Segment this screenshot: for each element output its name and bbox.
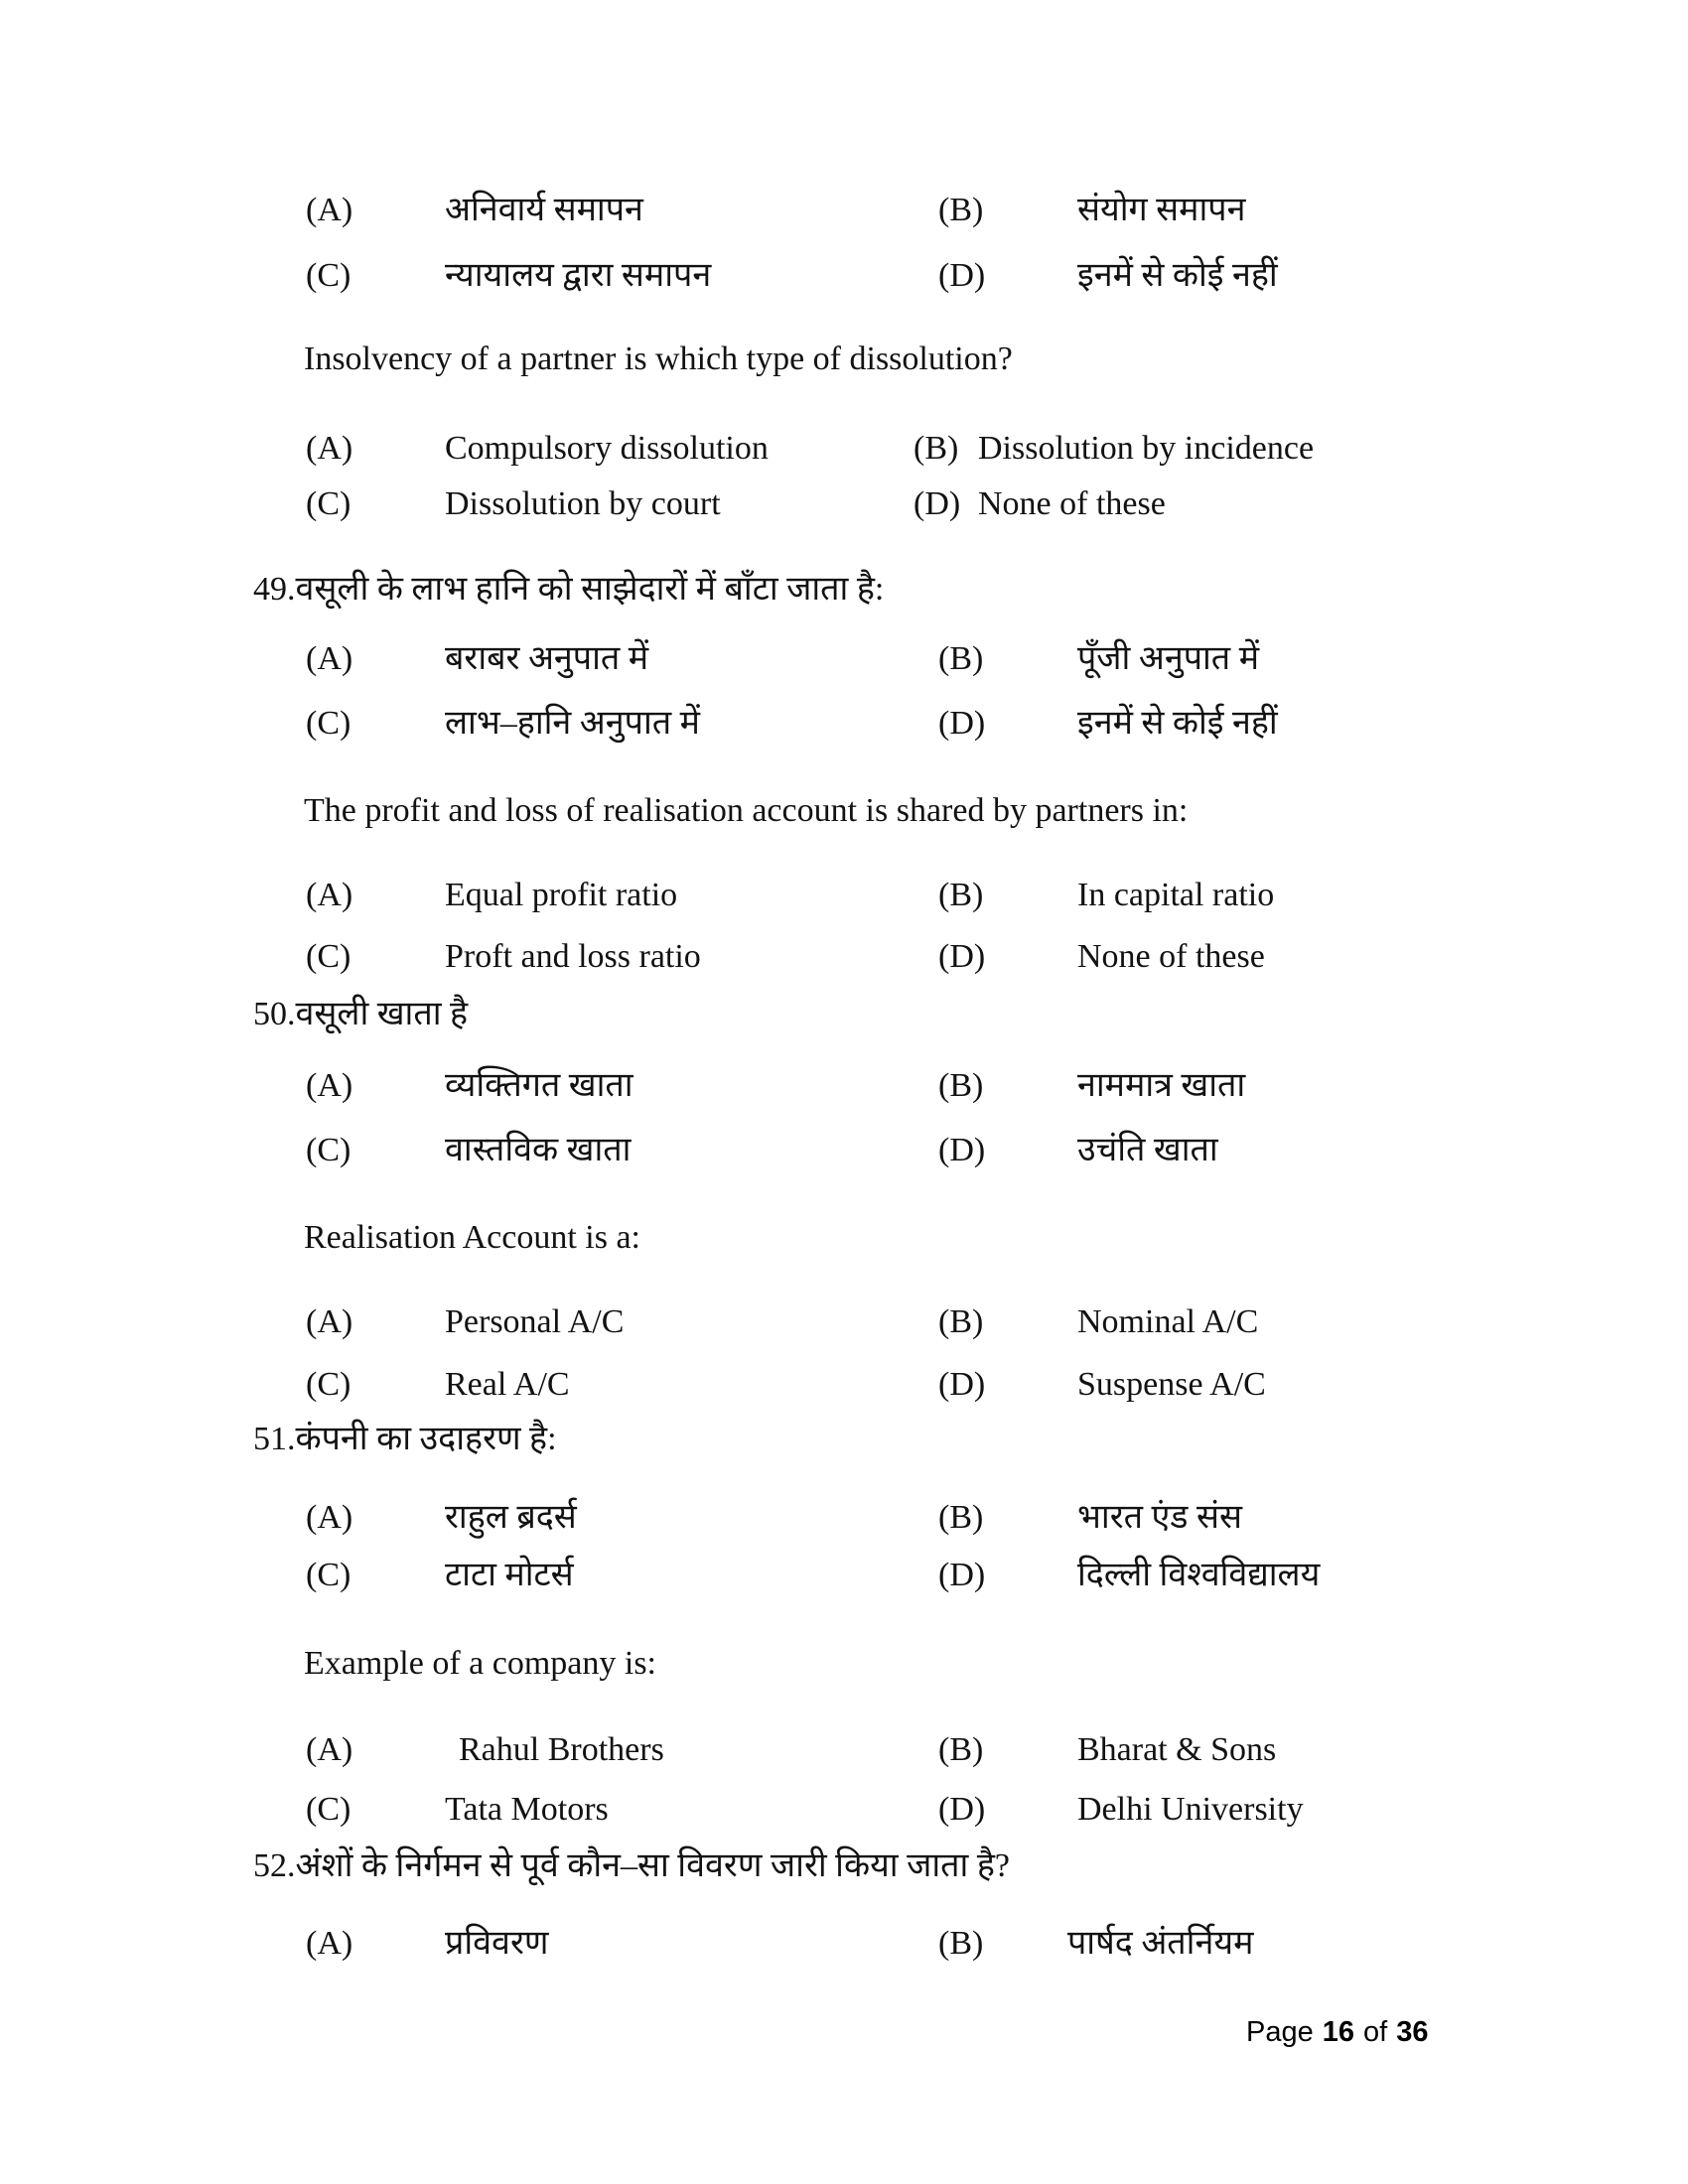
option-label-a: (A) (306, 877, 353, 913)
option-label-d: (D) (938, 1366, 986, 1403)
option-text-b: पूँजी अनुपात में (1077, 640, 1260, 677)
q51-english-question-row (0, 1642, 1688, 1688)
q50-english-options-row-2 (0, 1363, 1688, 1409)
option-text-b: Bharat & Sons (1077, 1731, 1277, 1768)
option-label-c: (C) (306, 485, 352, 522)
q52-hindi-question-row (0, 1844, 1688, 1890)
option-text-b: Dissolution by incidence (978, 430, 1315, 467)
option-text-a: प्रविवरण (445, 1925, 549, 1962)
option-label-b: (B) (914, 430, 959, 467)
option-text-b: पार्षद अंतर्नियम (1067, 1925, 1254, 1962)
q48-english-question-row (0, 338, 1688, 383)
option-label-b: (B) (938, 1303, 984, 1340)
footer-total-pages: 36 (1396, 2016, 1429, 2048)
option-text-d: इनमें से कोई नहीं (1077, 705, 1278, 742)
option-text-c: वास्तविक खाता (445, 1132, 632, 1168)
option-label-a: (A) (306, 1303, 353, 1340)
option-text-a: राहुल ब्रदर्स (445, 1499, 577, 1536)
option-text-d: None of these (1077, 938, 1265, 975)
q48-english-options-row-1 (0, 427, 1688, 473)
option-label-a: (A) (306, 192, 353, 228)
question-text-hindi: कंपनी का उदाहरण है: (295, 1421, 557, 1457)
footer-of-label: of (1363, 2016, 1388, 2048)
q51-hindi-options-row-1 (0, 1496, 1688, 1542)
q50-hindi-question-row (0, 993, 1688, 1038)
question-text-english: The profit and loss of realisation account is shared by partners in: (304, 792, 1189, 829)
option-text-d: दिल्ली विश्वविद्यालय (1077, 1557, 1321, 1593)
option-label-c: (C) (306, 705, 352, 742)
q49-hindi-question-row (0, 568, 1688, 614)
option-label-b: (B) (938, 1731, 984, 1768)
option-text-a: Personal A/C (445, 1303, 625, 1340)
q48-hindi-options-row-1 (0, 189, 1688, 234)
question-text-hindi: वसूली खाता है (295, 996, 469, 1032)
option-label-b: (B) (938, 877, 984, 913)
option-text-c: न्यायालय द्वारा समापन (445, 257, 712, 294)
option-label-b: (B) (938, 1067, 984, 1104)
q50-english-question-row (0, 1216, 1688, 1262)
q48-english-options-row-2 (0, 482, 1688, 528)
option-label-c: (C) (306, 938, 352, 975)
option-label-c: (C) (306, 1132, 352, 1168)
option-text-d: इनमें से कोई नहीं (1077, 257, 1278, 294)
option-label-d: (D) (938, 1791, 986, 1828)
option-text-a: Compulsory dissolution (445, 430, 769, 467)
option-label-a: (A) (306, 1731, 353, 1768)
option-text-c: Proft and loss ratio (445, 938, 701, 975)
footer-page-number: 16 (1322, 2016, 1354, 2048)
question-text-hindi: वसूली के लाभ हानि को साझेदारों में बाँटा जाता है: (295, 571, 885, 608)
option-text-a: बराबर अनुपात में (445, 640, 649, 677)
question-text-hindi: अंशों के निर्गमन से पूर्व कौन–सा विवरण जारी किया जाता है? (295, 1847, 1010, 1884)
q49-hindi-options-row-1 (0, 637, 1688, 683)
question-text-english: Insolvency of a partner is which type of dissolution? (304, 341, 1013, 377)
option-label-d: (D) (938, 705, 986, 742)
question-text-english: Realisation Account is a: (304, 1219, 640, 1256)
option-text-c: लाभ–हानि अनुपात में (445, 705, 700, 742)
option-text-c: टाटा मोटर्स (445, 1557, 574, 1593)
option-text-b: संयोग समापन (1077, 192, 1246, 228)
option-label-d: (D) (938, 1132, 986, 1168)
option-label-d: (D) (914, 485, 961, 522)
q51-hindi-options-row-2 (0, 1554, 1688, 1599)
q51-english-options-row-2 (0, 1788, 1688, 1834)
option-label-d: (D) (938, 1557, 986, 1593)
option-label-b: (B) (938, 1499, 984, 1536)
question-number: 52. (253, 1847, 296, 1884)
option-text-a: Rahul Brothers (459, 1731, 664, 1768)
option-text-b: In capital ratio (1077, 877, 1275, 913)
q50-hindi-options-row-1 (0, 1064, 1688, 1110)
option-label-d: (D) (938, 938, 986, 975)
option-label-a: (A) (306, 1925, 353, 1962)
question-51-hindi (253, 1418, 557, 1461)
q48-hindi-options-row-2 (0, 254, 1688, 300)
option-label-c: (C) (306, 257, 352, 294)
option-text-c: Dissolution by court (445, 485, 721, 522)
q50-hindi-options-row-2 (0, 1129, 1688, 1174)
option-text-b: भारत एंड संस (1077, 1499, 1242, 1536)
page-footer (1246, 2015, 1428, 2049)
q49-english-options-row-1 (0, 874, 1688, 919)
question-text-english: Example of a company is: (304, 1645, 657, 1682)
option-text-b: नाममात्र खाता (1077, 1067, 1246, 1104)
question-number: 49. (253, 571, 296, 608)
option-text-a: व्यक्तिगत खाता (445, 1067, 633, 1104)
question-52-hindi (253, 1844, 1010, 1888)
question-number: 50. (253, 996, 296, 1032)
option-text-a: Equal profit ratio (445, 877, 678, 913)
q49-english-options-row-2 (0, 935, 1688, 981)
option-label-b: (B) (938, 640, 984, 677)
question-50-hindi (253, 993, 468, 1036)
option-label-a: (A) (306, 1499, 353, 1536)
option-text-c: Tata Motors (445, 1791, 609, 1828)
option-text-d: None of these (978, 485, 1166, 522)
option-text-b: Nominal A/C (1077, 1303, 1259, 1340)
option-text-d: Delhi University (1077, 1791, 1304, 1828)
question-49-hindi (253, 568, 884, 612)
q52-hindi-options-row-1 (0, 1922, 1688, 1968)
question-number: 51. (253, 1421, 296, 1457)
option-label-d: (D) (938, 257, 986, 294)
option-text-d: Suspense A/C (1077, 1366, 1266, 1403)
q50-english-options-row-1 (0, 1300, 1688, 1346)
option-label-a: (A) (306, 1067, 353, 1104)
option-text-a: अनिवार्य समापन (445, 192, 643, 228)
option-label-a: (A) (306, 430, 353, 467)
q49-hindi-options-row-2 (0, 702, 1688, 748)
option-text-d: उचंति खाता (1077, 1132, 1218, 1168)
option-label-b: (B) (938, 192, 984, 228)
option-label-a: (A) (306, 640, 353, 677)
option-text-c: Real A/C (445, 1366, 570, 1403)
q51-hindi-question-row (0, 1418, 1688, 1463)
option-label-c: (C) (306, 1366, 352, 1403)
q49-english-question-row (0, 789, 1688, 835)
footer-page-label: Page (1246, 2016, 1314, 2048)
option-label-b: (B) (938, 1925, 984, 1962)
q51-english-options-row-1 (0, 1728, 1688, 1774)
option-label-c: (C) (306, 1791, 352, 1828)
option-label-c: (C) (306, 1557, 352, 1593)
